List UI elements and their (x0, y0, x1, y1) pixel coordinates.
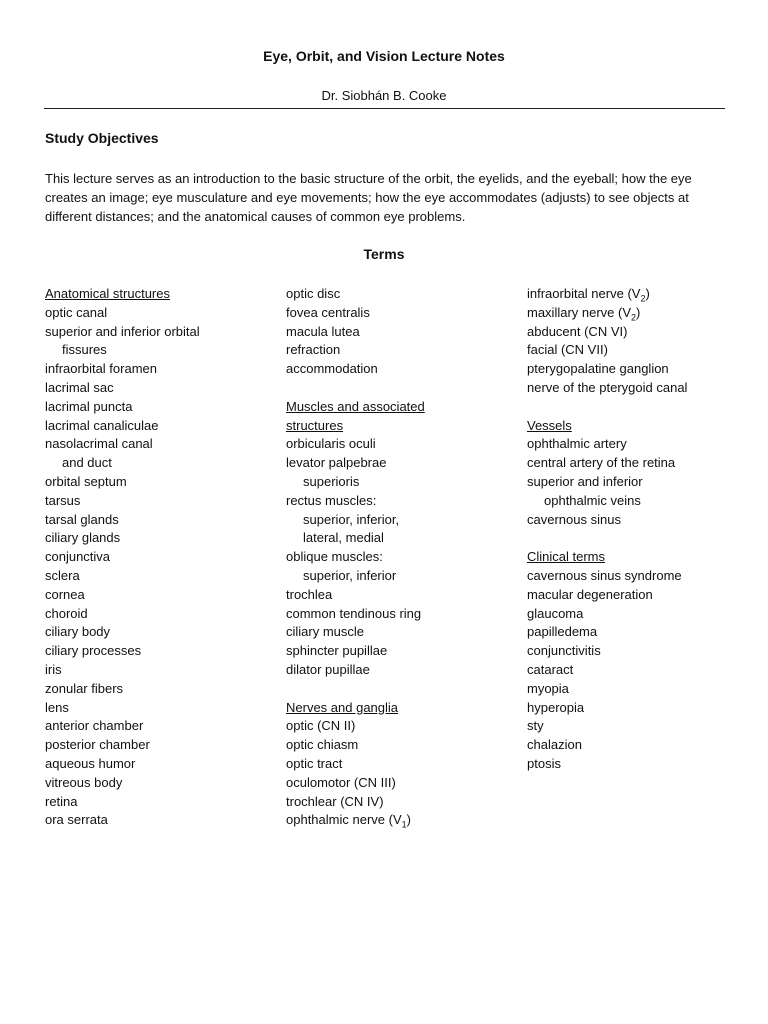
term-item: nasolacrimal canal (45, 436, 153, 452)
term-item: nerve of the pterygoid canal (527, 379, 688, 395)
term-item: conjunctiva (45, 549, 111, 565)
term-item: cornea (45, 586, 85, 602)
term-item: fovea centralis (286, 304, 370, 320)
term-item: superior, inferior (303, 567, 397, 583)
term-item: hyperopia (527, 699, 585, 715)
section-spacer (286, 680, 521, 699)
term-item: fissures (62, 342, 107, 358)
terms-column-1 (45, 285, 280, 830)
term-item: posterior chamber (45, 737, 150, 753)
term-item: pterygopalatine ganglion (527, 361, 669, 377)
term-text: ) (645, 286, 650, 301)
header-divider (44, 108, 725, 109)
subscript: 2 (631, 312, 637, 323)
term-text: maxillary nerve (V (527, 304, 632, 320)
terms-column-2 (286, 285, 521, 830)
term-item: superior, inferior, (303, 511, 400, 527)
term-item: orbital septum (45, 473, 127, 489)
term-text: ophthalmic nerve (V (286, 812, 402, 828)
term-item: lacrimal sac (45, 379, 114, 395)
term-item: chalazion (527, 737, 582, 753)
study-objectives-heading: Study Objectives (45, 130, 159, 146)
term-item: rectus muscles: (286, 492, 377, 508)
term-item: ciliary processes (45, 643, 142, 659)
term-item: trochlea (286, 586, 333, 602)
term-item: optic disc (286, 286, 341, 301)
term-item: superioris (303, 473, 360, 489)
term-item: refraction (286, 342, 341, 358)
study-objectives-text: This lecture serves as an introduction to the basic structure of the orbit, the eyelids, and the eyeball; how the eye creates an image; eye musculature and eye movements; how the eye accommodates (adjusts) to see objects at different distances; and the anatomical causes of common eye problems. (45, 171, 692, 224)
term-text: ) (406, 812, 411, 828)
section-spacer (527, 529, 762, 548)
term-item: vitreous body (45, 774, 123, 790)
term-item: myopia (527, 680, 569, 696)
term-item: tarsus (45, 492, 81, 508)
term-item: cavernous sinus (527, 511, 621, 527)
term-item: optic (CN II) (286, 718, 356, 734)
term-item: anterior chamber (45, 718, 144, 734)
term-item-ophthalmic-nerve (286, 811, 521, 830)
term-item: optic chiasm (286, 737, 359, 753)
section-heading-anatomical-structures: Anatomical structures (45, 286, 170, 301)
term-item: abducent (CN VI) (527, 323, 628, 339)
subscript: 2 (640, 293, 646, 304)
term-item: retina (45, 793, 78, 809)
document-title: Eye, Orbit, and Vision Lecture Notes (263, 48, 505, 64)
term-item: glaucoma (527, 605, 584, 621)
term-item: dilator pupillae (286, 661, 370, 677)
term-item: and duct (62, 455, 112, 471)
term-item: macular degeneration (527, 586, 653, 602)
term-text: infraorbital nerve (V (527, 286, 641, 301)
term-item: ophthalmic veins (544, 492, 641, 508)
term-item: infraorbital foramen (45, 361, 157, 377)
term-item-infraorbital-nerve (527, 285, 762, 304)
term-item: facial (CN VII) (527, 342, 608, 358)
term-item: lens (45, 699, 69, 715)
section-heading-muscles: Muscles and associated (286, 398, 425, 414)
terms-heading: Terms (363, 246, 405, 262)
section-heading-clinical-terms: Clinical terms (527, 549, 606, 565)
term-item: papilledema (527, 624, 598, 640)
term-item: zonular fibers (45, 680, 124, 696)
section-heading-vessels: Vessels (527, 417, 572, 433)
subscript: 1 (401, 819, 407, 830)
term-item: aqueous humor (45, 755, 136, 771)
term-item: oblique muscles: (286, 549, 383, 565)
term-item: lacrimal puncta (45, 398, 133, 414)
term-item: ora serrata (45, 812, 108, 828)
term-item: sclera (45, 567, 80, 583)
term-item: macula lutea (286, 323, 360, 339)
term-text: ) (636, 304, 641, 320)
term-item: iris (45, 661, 62, 677)
term-item: optic tract (286, 755, 343, 771)
term-item: levator palpebrae (286, 455, 387, 471)
term-item: sphincter pupillae (286, 643, 388, 659)
term-item: lateral, medial (303, 530, 384, 546)
term-item: ptosis (527, 755, 561, 771)
term-item: tarsal glands (45, 511, 119, 527)
section-spacer (286, 379, 521, 398)
term-item: optic canal (45, 304, 108, 320)
term-item-maxillary-nerve (527, 304, 762, 323)
section-heading-nerves: Nerves and ganglia (286, 699, 399, 715)
term-item: ciliary muscle (286, 624, 365, 640)
section-heading-muscles-cont: structures (286, 417, 344, 433)
section-spacer (527, 398, 762, 417)
term-item: orbicularis oculi (286, 436, 376, 452)
term-item: choroid (45, 605, 88, 621)
term-item: conjunctivitis (527, 643, 601, 659)
term-item: superior and inferior orbital (45, 323, 200, 339)
term-item: ciliary glands (45, 530, 121, 546)
term-item: superior and inferior (527, 473, 643, 489)
term-item: cavernous sinus syndrome (527, 567, 682, 583)
term-item: trochlear (CN IV) (286, 793, 384, 809)
term-item: ophthalmic artery (527, 436, 627, 452)
term-item: oculomotor (CN III) (286, 774, 396, 790)
term-item: cataract (527, 661, 574, 677)
term-item: common tendinous ring (286, 605, 422, 621)
term-item: accommodation (286, 361, 378, 377)
document-author: Dr. Siobhán B. Cooke (321, 88, 447, 103)
term-item: sty (527, 718, 544, 734)
terms-column-3 (527, 285, 762, 774)
term-item: lacrimal canaliculae (45, 417, 159, 433)
term-item: ciliary body (45, 624, 111, 640)
term-item: central artery of the retina (527, 455, 676, 471)
